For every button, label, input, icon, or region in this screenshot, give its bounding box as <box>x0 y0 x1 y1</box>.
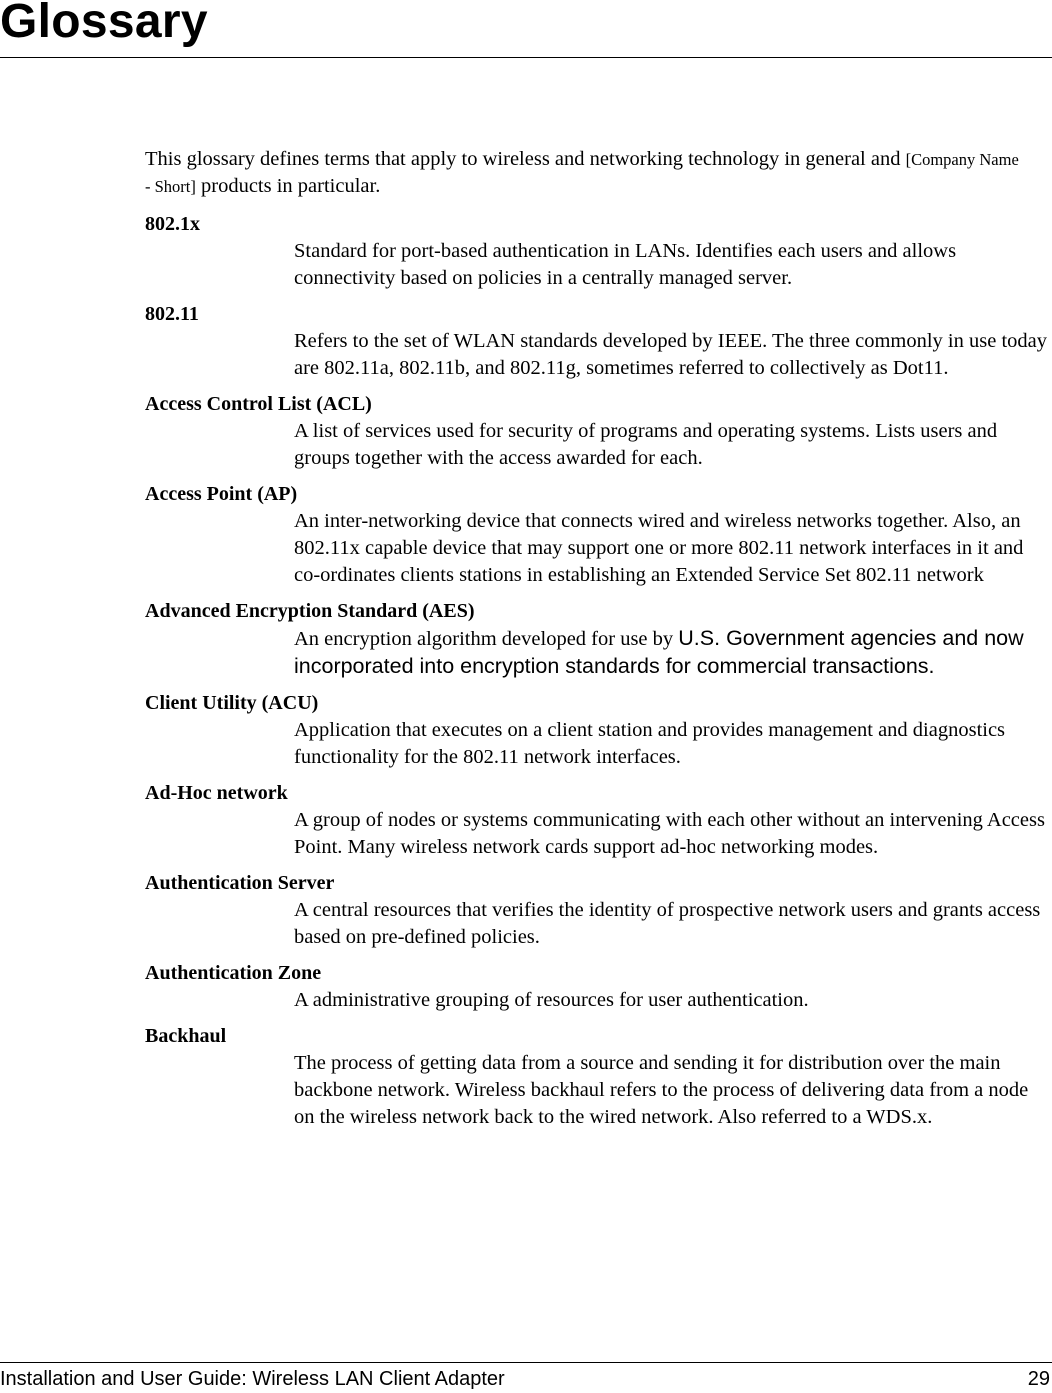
glossary-definition: A group of nodes or systems communicating with each other without an intervening Access Point. Many wireless network cards support ad-hoc networking modes. <box>294 809 1045 858</box>
glossary-definition: Standard for port-based authentication in LANs. Identifies each users and allows connectivity based on policies in a centrally managed server. <box>294 240 957 289</box>
glossary-entry <box>145 1023 1050 1131</box>
definition-part-2: U.S. Government agencies and now incorporated into encryption standards for commercial transactions. <box>294 626 1024 678</box>
footer-document-title: Installation and User Guide: Wireless LAN Client Adapter <box>0 1368 505 1390</box>
glossary-definition: An inter-networking device that connects wired and wireless networks together. Also, an 802.11x capable device that may support one or more 802.11 network interfaces in it and co-ordinates clients stations in establishing an Extended Service Set 802.11 network <box>294 510 1024 586</box>
glossary-entry <box>145 391 1050 472</box>
glossary-entry <box>145 690 1050 771</box>
glossary-definition: Application that executes on a client station and provides management and diagnostics functionality for the 802.11 network interfaces. <box>294 719 1006 768</box>
glossary-term: Backhaul <box>145 1025 227 1047</box>
glossary-term: 802.1x <box>145 213 200 235</box>
glossary-entry <box>145 780 1050 861</box>
glossary-term: Client Utility (ACU) <box>145 692 319 714</box>
glossary-definition: A administrative grouping of resources for user authentication. <box>294 989 809 1011</box>
glossary-term: Authentication Zone <box>145 962 322 984</box>
glossary-list <box>145 211 1050 1140</box>
company-name-placeholder: [Company Name - Short] <box>145 150 1019 196</box>
glossary-entry <box>145 870 1050 951</box>
page-title: Glossary <box>0 0 208 48</box>
glossary-term: Advanced Encryption Standard (AES) <box>145 600 475 622</box>
intro-text-after: products in particular. <box>195 175 381 197</box>
intro-paragraph <box>145 146 1025 200</box>
glossary-term: Access Control List (ACL) <box>145 393 372 415</box>
page-number: 29 <box>1027 1368 1050 1390</box>
glossary-definition: The process of getting data from a source and sending it for distribution over the main backbone network. Wireless backhaul refers to the process of delivering data from a node on the wireless network back to the wired network. Also referred to a WDS.x. <box>294 1052 1029 1128</box>
glossary-entry <box>145 598 1050 681</box>
glossary-term: Access Point (AP) <box>145 483 298 505</box>
definition-part-1: An encryption algorithm developed for use by <box>294 628 679 650</box>
glossary-entry <box>145 481 1050 589</box>
glossary-entry <box>145 211 1050 292</box>
intro-text-before: This glossary defines terms that apply to wireless and networking technology in general and <box>145 148 906 170</box>
footer-divider <box>0 1362 1052 1363</box>
glossary-term: Authentication Server <box>145 872 335 894</box>
title-divider <box>0 57 1052 58</box>
glossary-entry <box>145 301 1050 382</box>
glossary-definition: A central resources that verifies the identity of prospective network users and grants access based on pre-defined policies. <box>294 899 1041 948</box>
glossary-entry <box>145 960 1050 1014</box>
glossary-definition: Refers to the set of WLAN standards developed by IEEE. The three commonly in use today are 802.11a, 802.11b, and 802.11g, sometimes referred to collectively as Dot11. <box>294 330 1047 379</box>
glossary-term: Ad-Hoc network <box>145 782 288 804</box>
glossary-term: 802.11 <box>145 303 199 325</box>
glossary-definition <box>294 625 1050 681</box>
glossary-definition: A list of services used for security of programs and operating systems. Lists users and groups together with the access awarded for each. <box>294 420 998 469</box>
